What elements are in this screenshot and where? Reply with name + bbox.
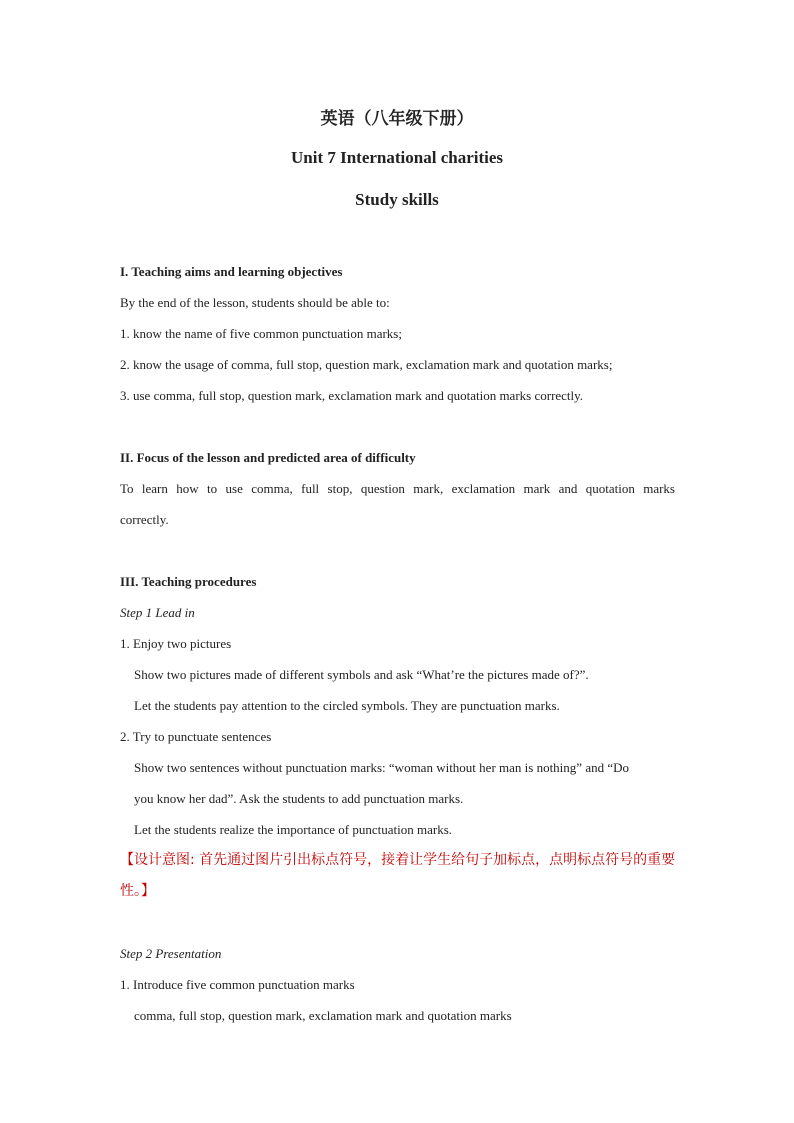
aims-heading: I. Teaching aims and learning objectives (120, 264, 343, 279)
aims-item: 2. know the usage of comma, full stop, question mark, exclamation mark and quotation marks; (120, 357, 613, 372)
focus-text-line1: To learn how to use comma, full stop, question mark, exclamation mark and quotation marks (120, 481, 675, 496)
unit-title: Unit 7 International charities (290, 148, 504, 167)
step2-title: Step 2 Presentation (120, 946, 222, 961)
step2-item1-detail: comma, full stop, question mark, exclamation mark and quotation marks (134, 1008, 512, 1023)
step1-item2-detail: Show two sentences without punctuation marks: “woman without her man is nothing” and “Do (134, 760, 629, 775)
step1-item2: 2. Try to punctuate sentences (120, 729, 272, 744)
aims-item: 3. use comma, full stop, question mark, exclamation mark and quotation marks correctly. (120, 388, 584, 403)
focus-heading: II. Focus of the lesson and predicted area of difficulty (120, 450, 416, 465)
aims-item: 1. know the name of five common punctuation marks; (120, 326, 402, 341)
design-intent-line1: 【设计意图: 首先通过图片引出标点符号，接着让学生给句子加标点，点明标点符号的重要 (120, 852, 676, 868)
document-body (120, 256, 675, 1031)
step1-title: Step 1 Lead in (120, 605, 195, 620)
step1-item1-detail: Let the students pay attention to the circled symbols. They are punctuation marks. (134, 698, 560, 713)
procedures-heading: III. Teaching procedures (120, 574, 257, 589)
step1-item1-detail: Show two pictures made of different symbols and ask “What’re the pictures made of?”. (134, 667, 589, 682)
step1-item2-detail: Let the students realize the importance of punctuation marks. (134, 822, 453, 837)
subject-title: 英语（八年级下册） (320, 109, 474, 129)
step1-item1: 1. Enjoy two pictures (120, 636, 232, 651)
section-title: Study skills (355, 190, 439, 209)
focus-text-line2: correctly. (120, 512, 169, 527)
step2-item1: 1. Introduce five common punctuation marks (120, 977, 355, 992)
design-intent-line2: 性。】 (120, 883, 155, 899)
step1-item2-detail: you know her dad”. Ask the students to add punctuation marks. (134, 791, 464, 806)
aims-intro: By the end of the lesson, students should be able to: (120, 295, 390, 310)
